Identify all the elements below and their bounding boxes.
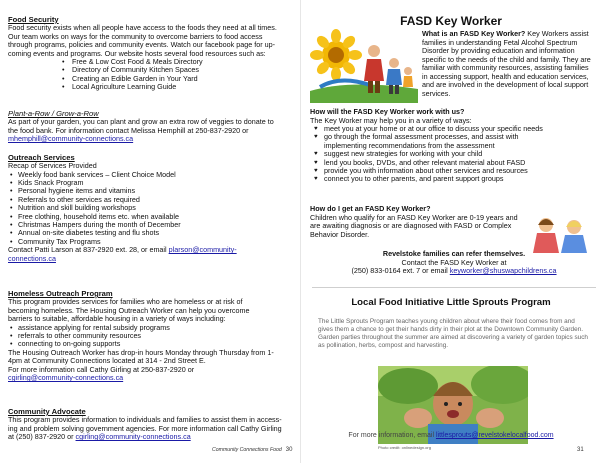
outreach-contact-cont [8,255,296,264]
list-item-cont: implementing recommendations from the assessment [324,140,495,150]
fasd-help-list [310,125,598,184]
littlesprouts-email-link[interactable]: littlesprouts@revelstokelocalfood.com [435,432,554,439]
keyworker-email-link[interactable]: keyworker@shuswapchildrens.ca [449,266,557,276]
page-number-right: 31 [577,447,584,453]
community-advocate-section [8,407,296,442]
homeless-outreach-section [8,289,296,383]
homeless-support-list [8,324,296,349]
food-security-intro-3: through programs, policies and community events. Watch our facebook page for up- [8,40,276,49]
photo-credit: Photo credit: onlinedesign.org [378,445,431,450]
food-security-intro-1: Food security exists when all people have access to the foods they need at all times. [8,23,277,32]
grass-shape [310,84,418,103]
list-item: ♥ meet you at your home or at our office to discuss your specific needs [310,125,598,133]
referral-phone-text: (250) 833-0164 ext. 7 or email [351,266,450,276]
child-figure-icon [561,220,587,253]
advocate-phone-text: at (250) 837-2920 or [8,432,76,441]
little-sprouts-title: Local Food Initiative Little Sprouts Program [351,297,551,308]
list-item: • Community Tax Programs [8,238,296,246]
list-item: • connecting to on-going supports [8,340,296,348]
plant-a-row-heading: Plant-a-Row / Grow-a-Row [8,109,99,118]
outreach-services-section [8,153,296,263]
plarson-email-link[interactable]: plarson@community- [168,245,237,255]
food-security-heading: Food Security [8,15,59,24]
outreach-services-list [8,171,296,247]
section-divider [312,287,596,288]
homeless-email-line [8,374,296,383]
referral-phone-line [310,267,598,276]
food-security-intro-2: Our team works on ways for the community to overcome barriers to food access [8,31,263,41]
page-fold-divider [300,0,301,463]
advocate-heading: Community Advocate [8,407,86,416]
list-item: • Personal hygiene items and vitamins [8,187,296,195]
fasd-a3: Children who qualify for an FASD Key Worker are 0-19 years and are awaiting diagnosis or are diagnosed with FASD or Complex Behavior Disorder. [310,212,518,239]
advocate-line-2: ing and problem solving government agencies. For more information call Cathy Girling [8,423,282,433]
list-item: • Weekly food bank services – Client Choice Model [8,171,296,179]
plant-a-row-line-1: As part of your garden, you can plant and grow an extra row of veggies to donate to [8,117,274,126]
fasd-q3: How do I get an FASD Key Worker? [310,204,431,213]
list-item: ♥ suggest new strategies for working with your child [310,150,598,158]
sun-flower-icon [310,29,362,81]
list-item: ♥ provide you with information about other services and resources [310,167,598,175]
fasd-help-intro: The Key Worker may help you in a variety of ways: [310,115,472,125]
food-security-section [8,15,296,92]
plant-a-row-section [8,109,296,144]
homeless-info: For more information call Cathy Girling at 250-837-2920 or [8,364,195,374]
more-info-text: For more information, email [348,432,436,439]
fasd-how-section [310,108,598,184]
homeless-line-1: This program provides services for families who are homeless or at risk of [8,297,243,306]
list-item: • Referrals to other services as required [8,196,296,204]
mhemphill-email-link[interactable]: mhemphill@community-connections.ca [8,134,134,143]
plarson-email-link-cont[interactable]: connections.ca [8,253,56,263]
list-item: • assistance applying for rental subsidy programs [8,324,296,332]
little-sprouts-more-info [302,432,600,439]
list-item: • Annual on-site diabetes testing and flu shots [8,229,296,237]
cgirling-email-link[interactable]: cgirling@community-connections.ca [8,373,124,383]
right-page [302,0,600,463]
plant-a-row-email-line [8,135,296,144]
fasd-q1: What is an FASD Key Worker? [422,29,526,38]
outreach-heading: Outreach Services [8,153,75,162]
advocate-line-1: This program provides information to individuals and families to assist them in access- [8,415,282,424]
page-number-left: 30 [285,447,293,453]
family-clipart-illustration [310,29,418,103]
list-item: • Christmas Hampers during the month of December [8,221,296,229]
list-item: • referrals to other community resources [8,332,296,340]
homeless-line-2: becoming homeless. The Housing Outreach Worker can help you overcome [8,305,250,315]
list-item: ♥ connect you to other parents, and parent support groups [310,175,598,183]
list-item: • Free clothing, household items etc. when available [8,213,296,221]
fasd-title: FASD Key Worker [400,14,502,28]
dropin-line-2: 4pm at Community Connections located at 314 - 2nd Street E. [8,356,206,366]
footer-org: Community Connections Food [212,447,282,453]
list-item: • Creating an Edible Garden in Your Yard [8,75,296,83]
fasd-what-is [422,30,594,98]
homeless-heading: Homeless Outreach Program [8,289,113,298]
dropin-line-1: The Housing Outreach Worker has drop-in hours Monday through Thursday from 1- [8,347,274,357]
little-sprouts-body: The Little Sprouts Program teaches young children about where their food comes from and gives them a chance to get their hands dirty in their plot at the Downtown Community Garden. Garden parties throughout the summer are aimed at discovering a variety of garden topics such as pollination, herbs, compost and harvesting. [318,318,588,349]
list-item-text: go through the formal assessment processes, and assist with [324,132,519,142]
list-item: • Kids Snack Program [8,179,296,187]
fasd-a1: Key Workers assist families in understanding Fetal Alcohol Spectrum Disorder by providing education and information specific to the needs of the child and family. They are familiar with community resources, assisting families in accessing support, health and education services, and are involved in the development of local support services. [422,29,591,98]
child-figure-icon [533,218,559,253]
list-item: • Nutrition and skill building workshops [8,204,296,212]
advocate-email-link[interactable]: cgirling@community-connections.ca [75,432,191,441]
referral-bold-line: Revelstoke families can refer themselves. [382,249,526,258]
advocate-line-3 [8,433,296,442]
footer-left [212,447,292,453]
list-item: ♥ lend you books, DVDs, and other relevant material about FASD [310,159,598,167]
list-item [310,133,598,150]
fasd-q2: How will the FASD Key Worker work with us? [310,107,465,116]
outreach-recap: Recap of Services Provided [8,161,97,170]
homeless-line-3: barriers to suitable, affordable housing in a variety of ways including: [8,314,226,323]
list-item: • Directory of Community Kitchen Spaces [8,66,296,74]
list-item: • Free & Low Cost Food & Meals Directory [8,58,296,66]
small-child-figure-icon [403,67,413,87]
fasd-referral [310,250,598,276]
outreach-contact-text: Contact Patti Larson at 837-2920 ext. 28, or email [8,245,169,255]
plant-a-row-line-2: the food bank. For information contact Melissa Hemphill at 250-837-2920 or [8,125,249,135]
referral-contact-line: Contact the FASD Key Worker at [401,257,507,267]
list-item: • Local Agriculture Learning Guide [8,83,296,91]
food-resources-list [8,58,296,92]
food-security-intro-4: coming events and programs. Our website hosts several food resources such as: [8,48,266,58]
